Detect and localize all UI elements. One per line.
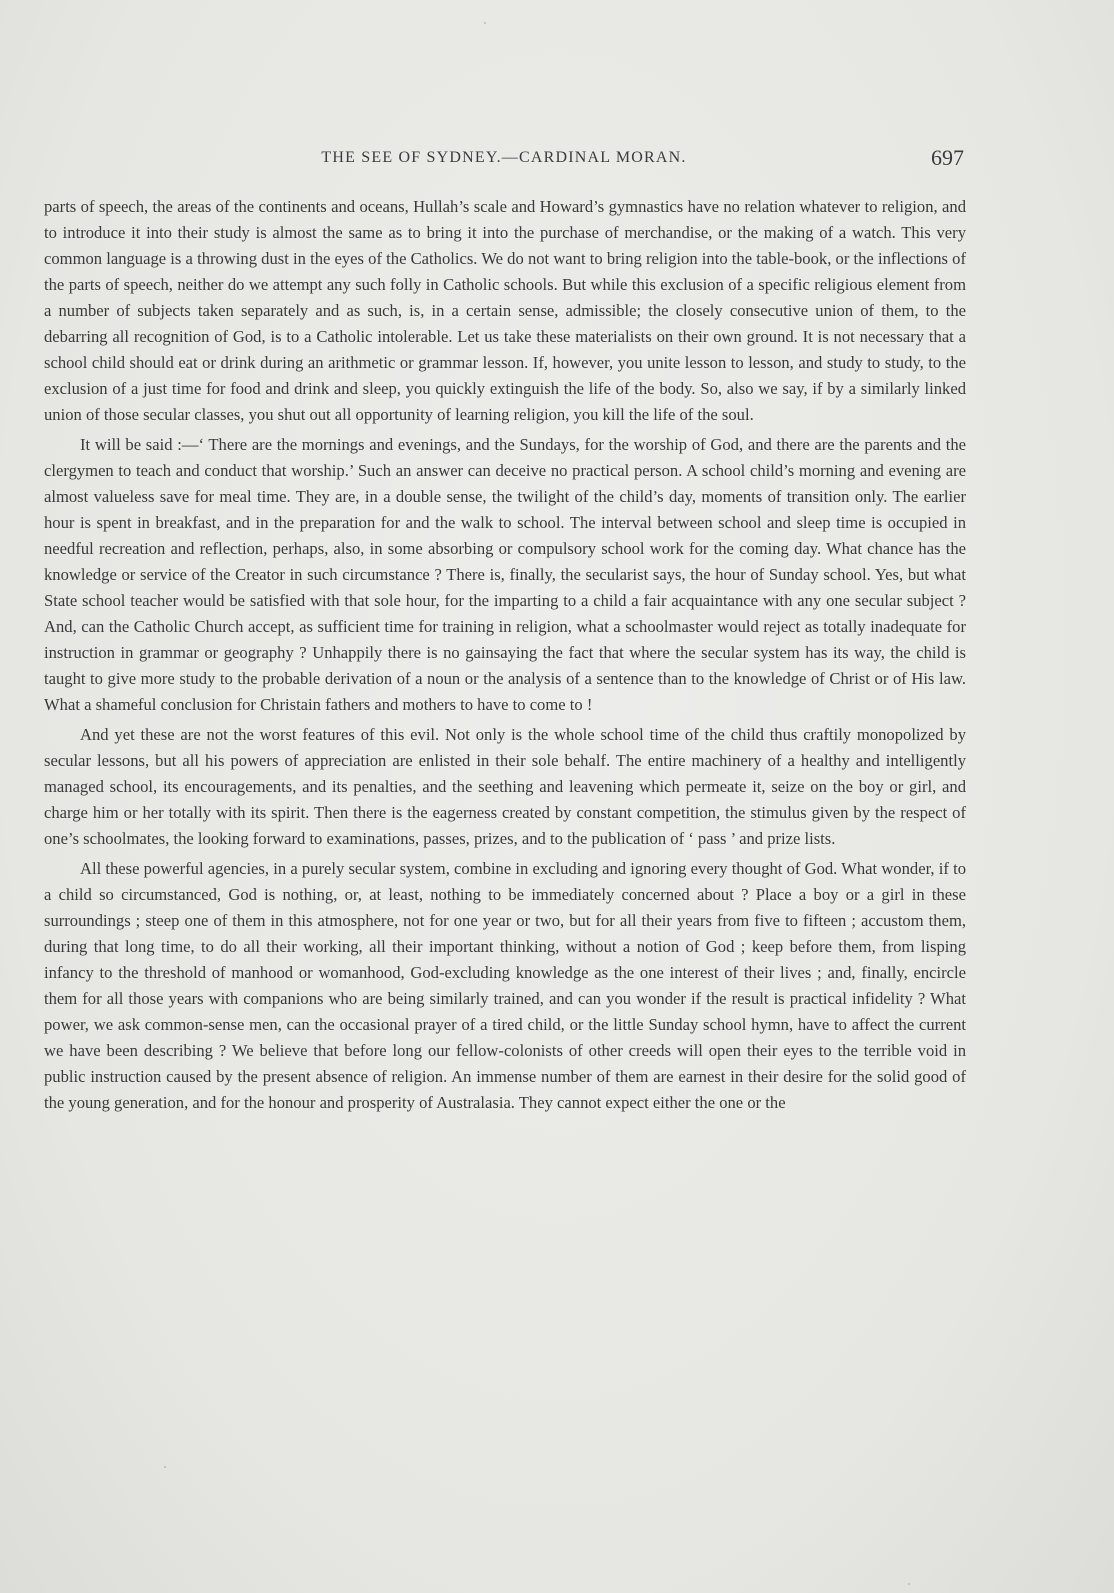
paragraph-3: And yet these are not the worst features of this evil. Not only is the whole school time of the child thus craftily monopolized by secular lessons, but all his powers of appreciation are enlisted in their sole behalf. The entire machinery of a healthy and intelligently managed school, its encouragements, and its penalties, and the seething and leavening which permeate it, seize on the boy or girl, and charge him or her totally with its spirit. Then there is the eagerness created by constant competition, the stimulus given by the respect of one’s schoolmates, the looking forward to examinations, passes, prizes, and to the publication of ‘ pass ’ and prize lists. bbox=[44, 725, 966, 848]
running-head bbox=[44, 145, 964, 175]
page-number: 697 bbox=[931, 145, 964, 170]
running-title: THE SEE OF SYDNEY.—CARDINAL MORAN. bbox=[321, 149, 687, 166]
body-text bbox=[44, 194, 966, 1116]
paper-speck bbox=[908, 1583, 910, 1585]
paper-speck bbox=[484, 22, 486, 24]
paragraph-2: It will be said :—‘ There are the mornings and evenings, and the Sundays, for the worship of God, and there are the parents and the clergymen to teach and conduct that worship.’ Such an answer can deceive no practical person. A school child’s morning and evening are almost valueless save for meal time. They are, in a double sense, the twilight of the child’s day, moments of transition only. The earlier hour is spent in breakfast, and in the preparation for and the walk to school. The interval between school and sleep time is occupied in needful recreation and reflection, perhaps, also, in some absorbing or compulsory school work for the coming day. What chance has the knowledge or service of the Creator in such circumstance ? There is, finally, the secularist says, the hour of Sunday school. Yes, but what State school teacher would be satisfied with that sole hour, for the imparting to a child a fair acquaintance with any one secular subject ? And, can the Catholic Church accept, as sufficient time for training in religion, what a schoolmaster would reject as totally inadequate for instruction in grammar or geography ? Unhappily there is no gainsaying the fact that where the secular system has its way, the child is taught to give more study to the probable derivation of a noun or the analysis of a sentence than to the knowledge of Christ or of His law. What a shameful conclusion for Christain fathers and mothers to have to come to ! bbox=[44, 435, 966, 714]
paragraph-1: parts of speech, the areas of the continents and oceans, Hullah’s scale and Howard’s gymnastics have no relation whatever to religion, and to introduce it into their study is almost the same as to bring it into the purchase of merchandise, or the making of a watch. This very common language is a throwing dust in the eyes of the Catholics. We do not want to bring religion into the table-book, or the inflections of the parts of speech, neither do we attempt any such folly in Catholic schools. But while this exclusion of a specific religious element from a number of subjects taken separately and as such, is, in a certain sense, admissible; the closely consecutive union of them, to the debarring all recognition of God, is to a Catholic intolerable. Let us take these materialists on their own ground. It is not necessary that a school child should eat or drink during an arithmetic or grammar lesson. If, however, you unite lesson to lesson, and study to study, to the exclusion of a just time for food and drink and sleep, you quickly extinguish the life of the body. So, also we say, if by a similarly linked union of those secular classes, you shut out all opportunity of learning religion, you kill the life of the soul. bbox=[44, 197, 966, 424]
paragraph-4: All these powerful agencies, in a purely secular system, combine in excluding and ignoring every thought of God. What wonder, if to a child so circumstanced, God is nothing, or, at least, nothing to be immediately concerned about ? Place a boy or a girl in these surroundings ; steep one of them in this atmosphere, not for one year or two, but for all their years from five to fifteen ; accustom them, during that long time, to do all their working, all their important thinking, without a notion of God ; keep before them, from lisping infancy to the threshold of manhood or womanhood, God-excluding knowledge as the one interest of their lives ; and, finally, encircle them for all those years with companions who are being similarly trained, and can you wonder if the result is practical infidelity ? What power, we ask common-sense men, can the occasional prayer of a tired child, or the little Sunday school hymn, have to affect the current we have been describing ? We believe that before long our fellow-colonists of other creeds will open their eyes to the terrible void in public instruction caused by the present absence of religion. An immense number of them are earnest in their desire for the solid good of the young generation, and for the honour and prosperity of Australasia. They cannot expect either the one or the bbox=[44, 859, 966, 1112]
paper-speck bbox=[164, 1466, 166, 1468]
